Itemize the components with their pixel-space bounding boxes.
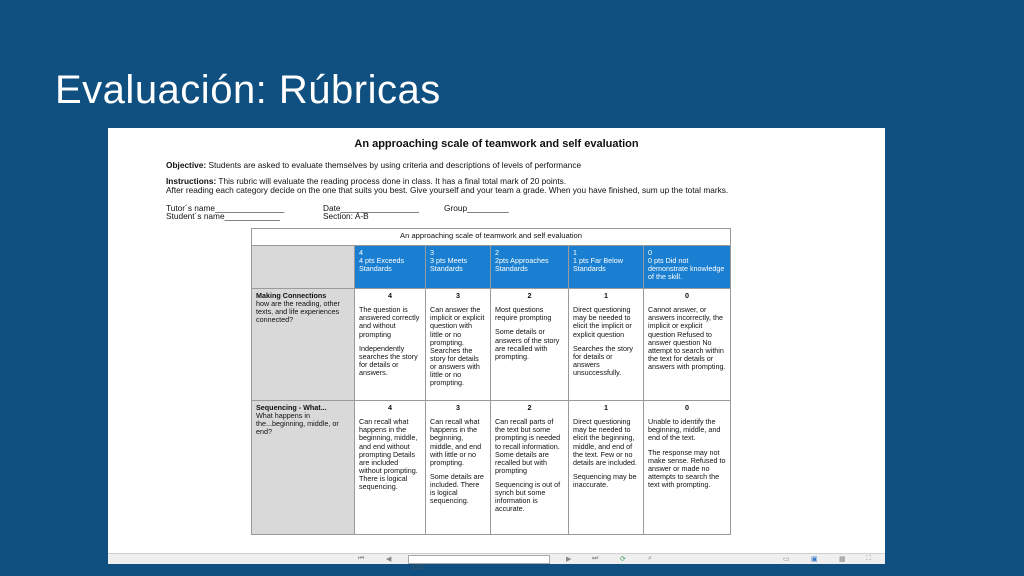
prev-page-icon[interactable]: ◀ <box>386 556 392 563</box>
viewer-toolbar <box>108 553 885 571</box>
level-header: 4 4 pts Exceeds Standards <box>355 246 426 289</box>
rubric-cell: 4 The question is answered correctly and without prompting Independently searches the story for details or answers. <box>355 289 426 401</box>
level-header: 3 3 pts Meets Standards <box>426 246 491 289</box>
criterion-cell: Making Connections how are the reading, other texts, and life experiences connected? <box>252 289 355 401</box>
search-icon[interactable]: ⌕ <box>648 555 652 562</box>
rubric-cell: 3 Can answer the implicit or explicit question with little or no prompting. Searches the story for details or answers with little or no prompting. <box>426 289 491 401</box>
after-reading-paragraph: After reading each category decide on the one that suits you best. Give yourself and your team a grade. When you have finished, sum up the total marks. <box>166 185 729 195</box>
section-field: Section: A-B <box>323 211 369 221</box>
fullscreen-icon[interactable]: ⛶ <box>866 555 871 562</box>
instructions-label: Instructions: <box>166 176 217 186</box>
rubric-cell: 0 Cannot answer, or answers incorrectly, the implicit or explicit question Refused to answer question No attempt to search within the text for details or answers with prompting. <box>644 289 731 401</box>
rubric-cell: 0 Unable to identify the beginning, middle, and end of the text. The response may not make sense. Refused to answer or made no attempts to search the text with prompting. <box>644 401 731 535</box>
rubric-row-sequencing <box>252 401 731 535</box>
student-name-field: Student´s name____________ <box>166 211 280 221</box>
objective-text: Students are asked to evaluate themselves by using criteria and descriptions of levels of performance <box>208 160 582 170</box>
rubric-cell: 1 Direct questioning may be needed to elicit the beginning, middle, and end of the text. Few or no details are included. Sequencing may be inaccurate. <box>569 401 644 535</box>
level-header: 2 2pts Approaches Standards <box>491 246 569 289</box>
slide-title: Evaluación: Rúbricas <box>55 68 441 112</box>
rubric-header-row <box>252 246 731 289</box>
group-field: Group_________ <box>444 203 509 213</box>
objective-paragraph <box>166 161 866 170</box>
document-title: An approaching scale of teamwork and self evaluation <box>354 138 639 150</box>
view-mode-icon[interactable]: ▭ <box>783 556 790 563</box>
rubric-cell: 2 Can recall parts of the text but some prompting is needed to recall information. Some details are recalled but with prompting Sequencing is out of synch but some information is accurate. <box>491 401 569 535</box>
rubric-cell: 1 Direct questioning may be needed to elicit the implicit or explicit question Searches the story for details or answers unsuccessfully. <box>569 289 644 401</box>
first-page-icon[interactable]: ⏮ <box>358 555 365 562</box>
grid-view-icon[interactable]: ▦ <box>839 556 846 563</box>
rubric-cell: 2 Most questions require prompting Some details or answers of the story are recalled with prompting. <box>491 289 569 401</box>
rubric-cell: 3 Can recall what happens in the beginning, middle, and end with little or no prompting. Some details are included. There is logical sequencing. <box>426 401 491 535</box>
rubric-table <box>251 228 731 535</box>
objective-label: Objective: <box>166 160 207 170</box>
instructions-text: This rubric will evaluate the reading process done in class. It has a final total mark of 20 points. <box>218 176 567 186</box>
rubric-caption: An approaching scale of teamwork and self evaluation <box>252 229 731 246</box>
last-page-icon[interactable]: ⏭ <box>592 555 599 562</box>
view-mode-active-icon[interactable]: ▣ <box>811 556 818 563</box>
rubric-row-making-connections <box>252 289 731 401</box>
page-number-input[interactable]: 1 / 2 <box>408 555 550 564</box>
next-page-icon[interactable]: ▶ <box>566 556 572 563</box>
level-header: 1 1 pts Far Below Standards <box>569 246 644 289</box>
embedded-document <box>108 128 885 571</box>
refresh-icon[interactable]: ⟳ <box>620 556 626 563</box>
criterion-cell: Sequencing - What... What happens in the...beginning, middle, or end? <box>252 401 355 535</box>
rubric-cell: 4 Can recall what happens in the beginning, middle, and end without prompting Details are included without prompting. There is logical sequencing. <box>355 401 426 535</box>
tutor-name-field: Tutor´s name_______________ <box>166 203 285 213</box>
rubric-corner-cell <box>252 246 355 289</box>
level-header: 0 0 pts Did not demonstrate knowledge of the skill. <box>644 246 731 289</box>
date-field: Date_________________ <box>323 203 419 213</box>
